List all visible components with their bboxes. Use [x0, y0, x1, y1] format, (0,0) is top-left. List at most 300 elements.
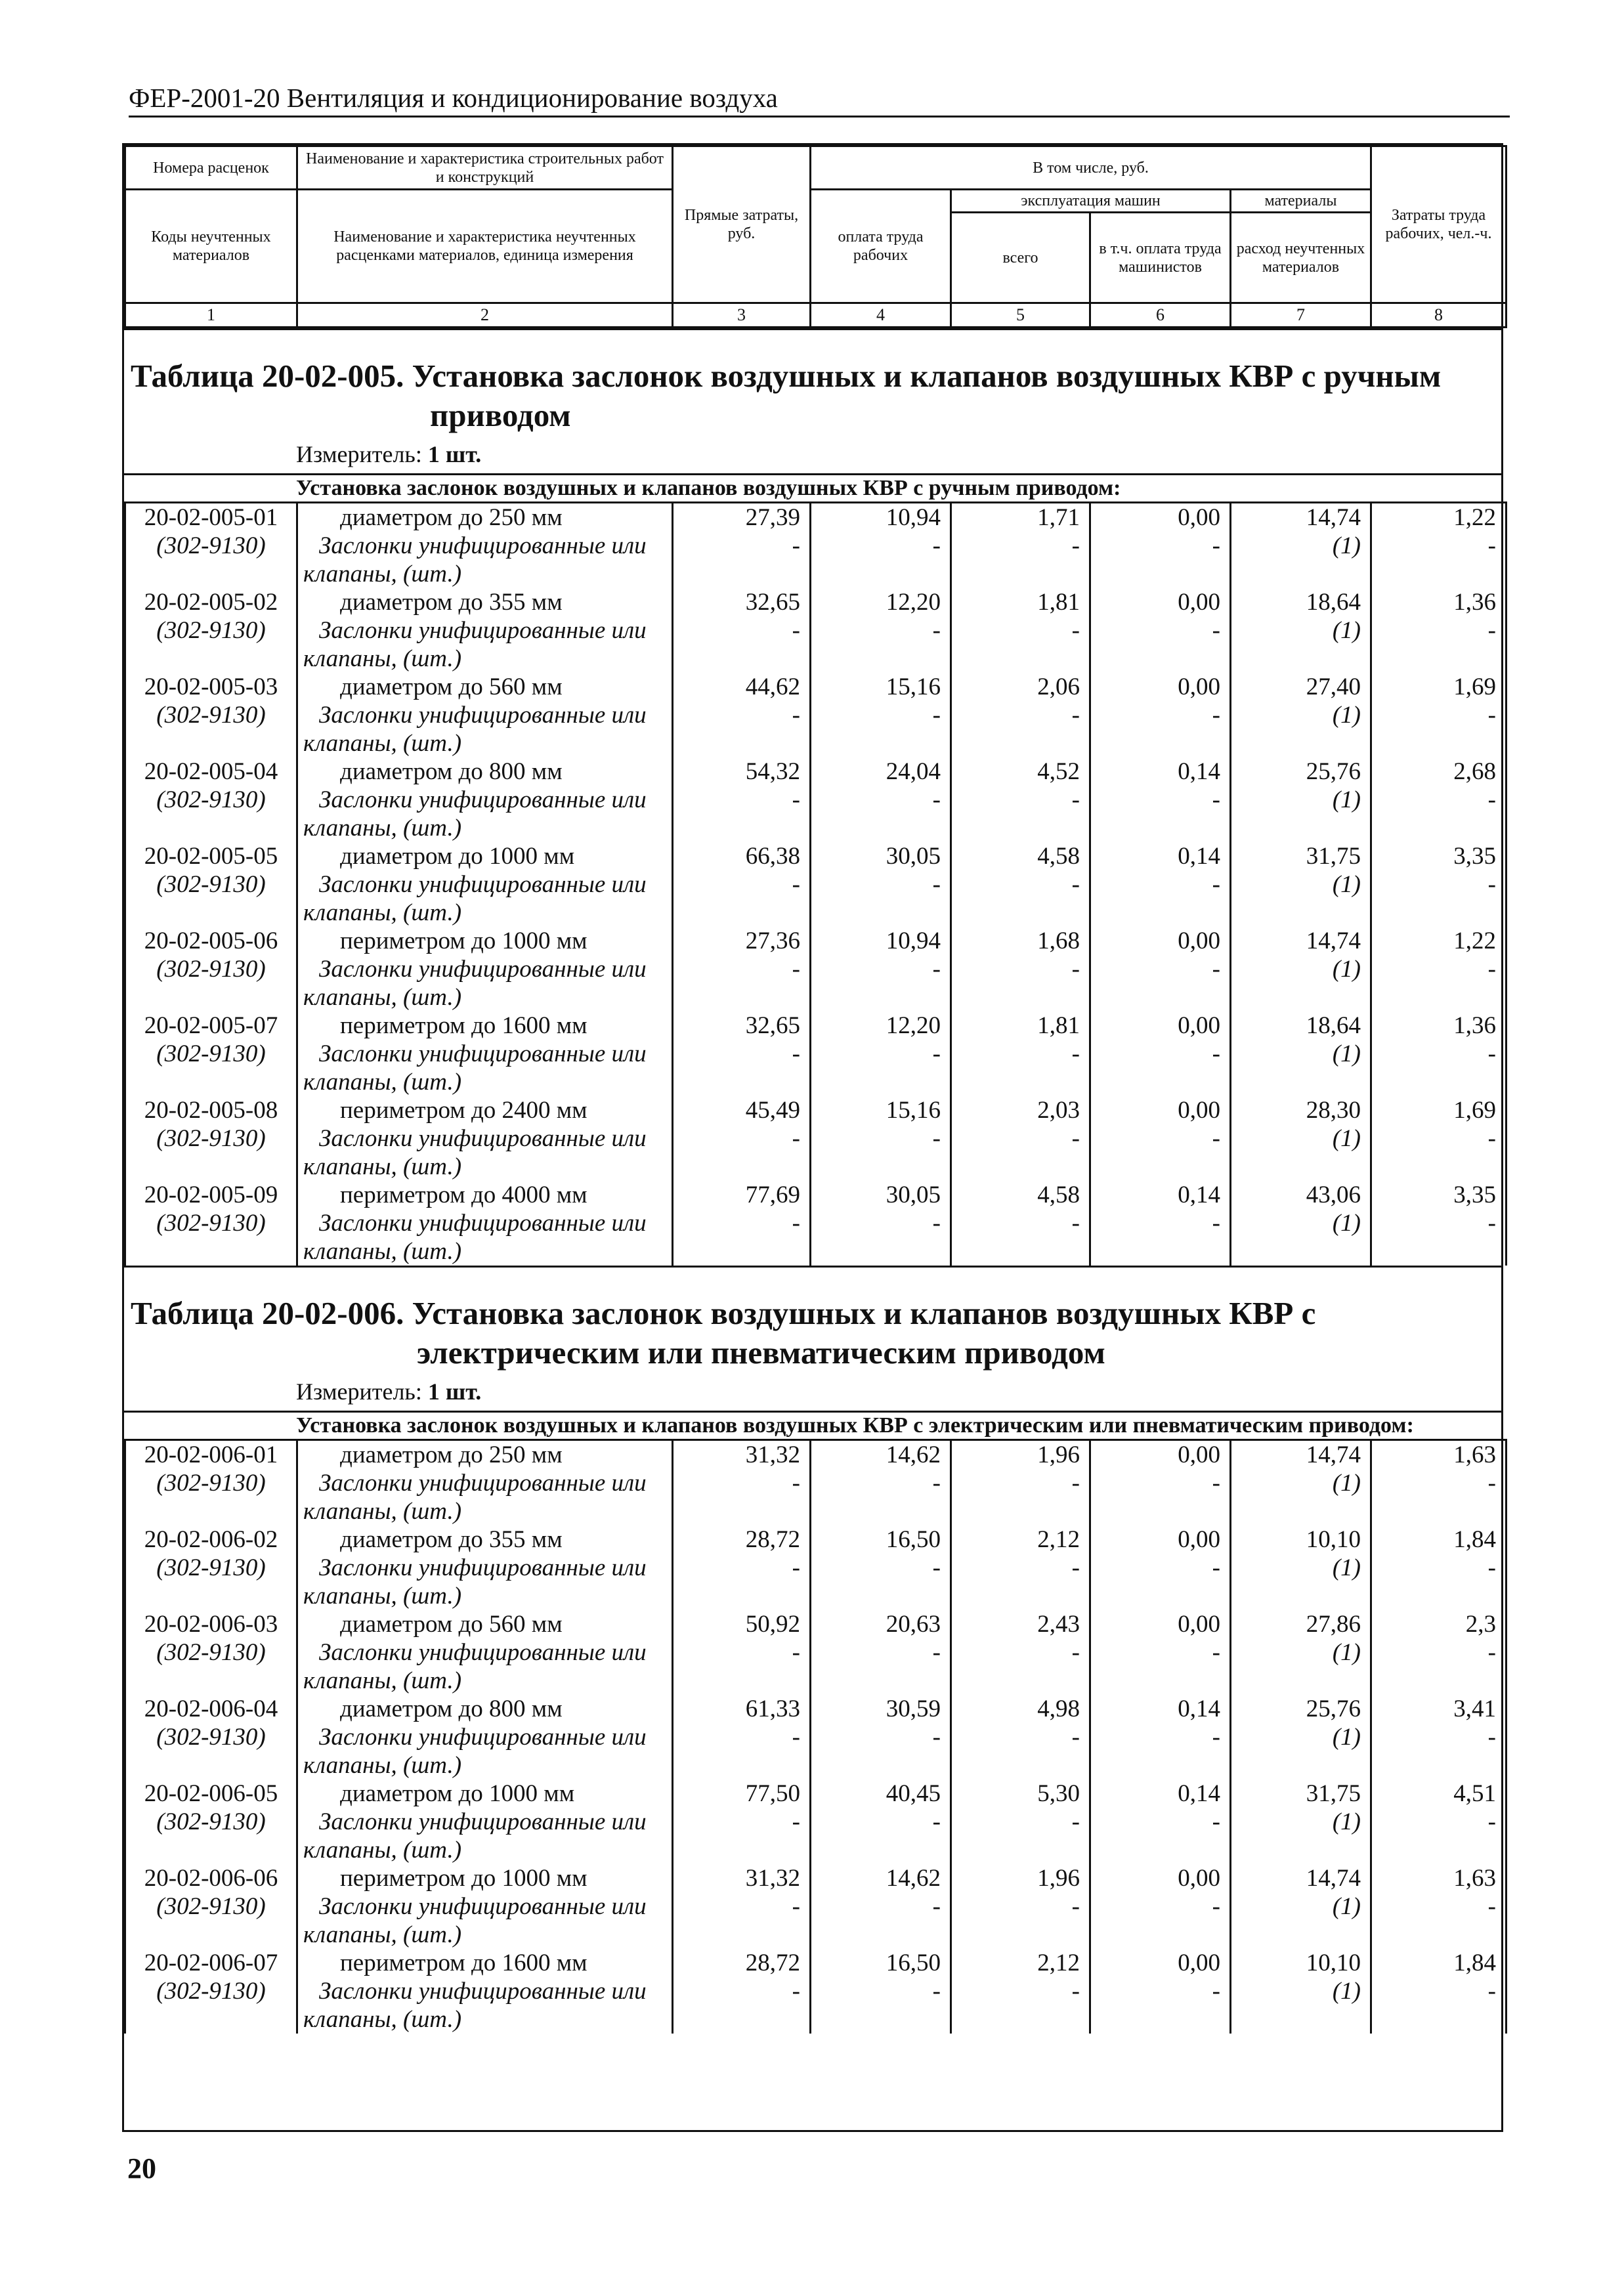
materials-cost: 28,30	[1306, 1097, 1361, 1124]
material-unit: клапаны, (шт.)	[303, 1752, 462, 1779]
direct-costs-cell	[673, 1695, 811, 1780]
materials-cell	[1231, 842, 1371, 927]
material-unit: клапаны, (шт.)	[303, 2006, 462, 2033]
materials-cost: 10,10	[1306, 1526, 1361, 1553]
dash: -	[1487, 702, 1496, 729]
dash: -	[1212, 1724, 1220, 1751]
labor-hours: 1,22	[1453, 504, 1496, 531]
rate-code: 20-02-006-02	[144, 1526, 278, 1553]
materials-cost: 18,64	[1306, 1012, 1361, 1039]
material-unit: клапаны, (шт.)	[303, 1921, 462, 1948]
work-name: диаметром до 250 мм	[340, 504, 563, 531]
machinists-pay: 0,14	[1178, 1182, 1220, 1208]
header-machines-total: всего	[951, 213, 1090, 303]
material-unit: клапаны, (шт.)	[303, 645, 462, 672]
machines-total: 2,12	[1037, 1950, 1080, 1976]
material-name: Заслонки унифицированные или	[319, 1125, 647, 1152]
labor-pay: 16,50	[886, 1526, 941, 1553]
dash: -	[792, 1125, 800, 1152]
labor-hours-cell	[1371, 588, 1506, 673]
labor-hours: 1,63	[1453, 1441, 1496, 1468]
labor-pay-cell	[811, 1610, 951, 1695]
dash: -	[1487, 956, 1496, 983]
material-code: (302-9130)	[156, 1554, 266, 1581]
dash: -	[1071, 617, 1080, 644]
labor-pay: 12,20	[886, 1012, 941, 1039]
rate-code: 20-02-005-03	[144, 673, 278, 700]
work-name: диаметром до 1000 мм	[340, 1780, 575, 1807]
work-name-cell	[297, 673, 673, 757]
dash: -	[792, 786, 800, 813]
direct-costs-cell	[673, 1012, 811, 1096]
machinists-pay-cell	[1090, 673, 1231, 757]
direct-costs-cell	[673, 842, 811, 927]
dash: -	[1487, 1808, 1496, 1835]
table-row	[125, 1695, 1506, 1780]
work-name-cell	[297, 757, 673, 842]
work-name: диаметром до 250 мм	[340, 1441, 563, 1468]
direct-costs-cell	[673, 1181, 811, 1266]
machinists-pay: 0,00	[1178, 1950, 1220, 1976]
labor-hours: 1,36	[1453, 589, 1496, 616]
labor-pay-cell	[811, 1949, 951, 2034]
material-unit: клапаны, (шт.)	[303, 984, 462, 1011]
dash: -	[1071, 1125, 1080, 1152]
labor-pay: 10,94	[886, 927, 941, 954]
material-unit: клапаны, (шт.)	[303, 815, 462, 842]
direct-costs-cell	[673, 927, 811, 1012]
column-number: 6	[1090, 303, 1231, 328]
table-row	[125, 1096, 1506, 1181]
machinists-pay-cell	[1090, 1610, 1231, 1695]
material-name: Заслонки унифицированные или	[319, 1978, 647, 2005]
table-title	[124, 1266, 1501, 1373]
dash: -	[1071, 702, 1080, 729]
material-name: Заслонки унифицированные или	[319, 1808, 647, 1835]
machinists-pay: 0,00	[1178, 1526, 1220, 1553]
work-name: периметром до 4000 мм	[340, 1182, 588, 1208]
material-code: (302-9130)	[156, 1978, 266, 2005]
materials-cell	[1231, 757, 1371, 842]
machines-total-cell	[951, 1096, 1090, 1181]
work-name-cell	[297, 1780, 673, 1864]
material-code: (302-9130)	[156, 1040, 266, 1067]
labor-pay: 40,45	[886, 1780, 941, 1807]
table-title	[124, 328, 1501, 435]
rate-tables	[124, 328, 1501, 2034]
machinists-pay-cell	[1090, 1525, 1231, 1610]
material-code: (302-9130)	[156, 1724, 266, 1751]
work-name: диаметром до 800 мм	[340, 758, 563, 785]
direct-costs: 32,65	[745, 589, 800, 616]
direct-costs-cell	[673, 757, 811, 842]
material-code: (302-9130)	[156, 956, 266, 983]
dash: -	[932, 1724, 941, 1751]
materials-cost: 10,10	[1306, 1950, 1361, 1976]
header-direct-costs: Прямые затраты, руб.	[673, 146, 811, 303]
machines-total: 1,96	[1037, 1441, 1080, 1468]
work-name-cell	[297, 927, 673, 1012]
work-name-cell	[297, 588, 673, 673]
materials-cost: 31,75	[1306, 843, 1361, 870]
dash: -	[932, 1040, 941, 1067]
material-code: (302-9130)	[156, 1210, 266, 1237]
dash: -	[1212, 1470, 1220, 1497]
labor-pay: 16,50	[886, 1950, 941, 1976]
rates-table	[124, 1439, 1507, 2034]
material-unit: клапаны, (шт.)	[303, 1837, 462, 1864]
work-name: диаметром до 355 мм	[340, 589, 563, 616]
rate-code: 20-02-005-05	[144, 843, 278, 870]
labor-hours: 2,68	[1453, 758, 1496, 785]
table-row	[125, 842, 1506, 927]
table-title-line-1: Таблица 20-02-006. Установка заслонок воздушных и клапанов воздушных КВР с	[131, 1295, 1316, 1331]
rates-table	[124, 501, 1507, 1266]
material-unit: клапаны, (шт.)	[303, 1069, 462, 1096]
direct-costs: 54,32	[745, 758, 800, 785]
machines-total: 1,96	[1037, 1865, 1080, 1892]
dash: -	[1212, 956, 1220, 983]
rate-code-cell	[125, 927, 297, 1012]
labor-pay: 24,04	[886, 758, 941, 785]
labor-pay-cell	[811, 842, 951, 927]
dash: -	[1212, 1554, 1220, 1581]
labor-hours-cell	[1371, 1012, 1506, 1096]
dash: -	[1212, 617, 1220, 644]
rate-code-cell	[125, 588, 297, 673]
header-machinists-pay: в т.ч. оплата труда машинистов	[1090, 213, 1231, 303]
labor-hours: 1,69	[1453, 1097, 1496, 1124]
materials-cost: 14,74	[1306, 927, 1361, 954]
labor-pay-cell	[811, 1096, 951, 1181]
labor-hours: 3,35	[1453, 843, 1496, 870]
material-quantity: (1)	[1332, 1554, 1361, 1581]
materials-cell	[1231, 1610, 1371, 1695]
machinists-pay: 0,00	[1178, 589, 1220, 616]
dash: -	[932, 1893, 941, 1920]
rate-code-cell	[125, 1864, 297, 1949]
labor-pay-cell	[811, 1525, 951, 1610]
table-row	[125, 1181, 1506, 1266]
rate-code: 20-02-006-04	[144, 1695, 278, 1722]
labor-hours-cell	[1371, 1864, 1506, 1949]
rate-code-cell	[125, 503, 297, 589]
dash: -	[1487, 1210, 1496, 1237]
material-name: Заслонки унифицированные или	[319, 871, 647, 898]
material-quantity: (1)	[1332, 956, 1361, 983]
material-quantity: (1)	[1332, 1978, 1361, 2005]
machines-total-cell	[951, 842, 1090, 927]
work-name: диаметром до 800 мм	[340, 1695, 563, 1722]
labor-hours-cell	[1371, 1610, 1506, 1695]
work-name-cell	[297, 1610, 673, 1695]
header-machine-operation: эксплуатация машин	[951, 190, 1231, 213]
rate-code: 20-02-006-01	[144, 1441, 278, 1468]
material-code: (302-9130)	[156, 1639, 266, 1666]
labor-hours-cell	[1371, 1525, 1506, 1610]
header-material-consumption: расход неучтенных материалов	[1231, 213, 1371, 303]
labor-pay: 15,16	[886, 673, 941, 700]
rate-code-cell	[125, 1096, 297, 1181]
machines-total-cell	[951, 1695, 1090, 1780]
direct-costs-cell	[673, 588, 811, 673]
dash: -	[1487, 1470, 1496, 1497]
machinists-pay: 0,00	[1178, 1865, 1220, 1892]
table-row	[125, 1012, 1506, 1096]
material-name: Заслонки унифицированные или	[319, 617, 647, 644]
machines-total-cell	[951, 1780, 1090, 1864]
material-quantity: (1)	[1332, 786, 1361, 813]
materials-cell	[1231, 1440, 1371, 1526]
machines-total: 1,81	[1037, 589, 1080, 616]
work-name-cell	[297, 1096, 673, 1181]
measure-value: 1 шт.	[427, 441, 482, 467]
rate-code: 20-02-005-02	[144, 589, 278, 616]
dash: -	[932, 1639, 941, 1666]
dash: -	[1487, 532, 1496, 559]
rate-code: 20-02-006-03	[144, 1611, 278, 1638]
dash: -	[932, 702, 941, 729]
work-name-cell	[297, 842, 673, 927]
work-name: диаметром до 1000 мм	[340, 843, 575, 870]
materials-cost: 18,64	[1306, 589, 1361, 616]
machines-total-cell	[951, 1610, 1090, 1695]
machines-total: 4,98	[1037, 1695, 1080, 1722]
material-name: Заслонки унифицированные или	[319, 1470, 647, 1497]
dash: -	[792, 1554, 800, 1581]
machinists-pay-cell	[1090, 1096, 1231, 1181]
rate-code: 20-02-005-04	[144, 758, 278, 785]
materials-cost: 25,76	[1306, 1695, 1361, 1722]
machinists-pay: 0,00	[1178, 927, 1220, 954]
labor-pay-cell	[811, 1695, 951, 1780]
labor-hours-cell	[1371, 1695, 1506, 1780]
material-code: (302-9130)	[156, 1125, 266, 1152]
work-name: диаметром до 560 мм	[340, 1611, 563, 1638]
table-row	[125, 503, 1506, 589]
machines-total: 2,12	[1037, 1526, 1080, 1553]
labor-pay-cell	[811, 1181, 951, 1266]
work-name-cell	[297, 1181, 673, 1266]
section-heading: Установка заслонок воздушных и клапанов воздушных КВР с ручным приводом:	[124, 473, 1501, 501]
machines-total-cell	[951, 673, 1090, 757]
header-labor-pay: оплата труда рабочих	[811, 190, 951, 303]
material-unit: клапаны, (шт.)	[303, 1153, 462, 1180]
materials-cell	[1231, 1864, 1371, 1949]
labor-hours-cell	[1371, 842, 1506, 927]
machines-total: 1,68	[1037, 927, 1080, 954]
rate-code: 20-02-005-08	[144, 1097, 278, 1124]
dash: -	[1212, 532, 1220, 559]
work-name-cell	[297, 1440, 673, 1526]
labor-hours: 1,63	[1453, 1865, 1496, 1892]
materials-cost: 14,74	[1306, 1865, 1361, 1892]
rate-code-cell	[125, 1525, 297, 1610]
dash: -	[932, 1210, 941, 1237]
material-name: Заслонки унифицированные или	[319, 786, 647, 813]
dash: -	[1212, 1040, 1220, 1067]
dash: -	[1071, 1978, 1080, 2005]
column-number: 2	[297, 303, 673, 328]
dash: -	[792, 1470, 800, 1497]
dash: -	[1487, 1040, 1496, 1067]
machines-total: 4,58	[1037, 843, 1080, 870]
machinists-pay: 0,14	[1178, 1780, 1220, 1807]
materials-cell	[1231, 1096, 1371, 1181]
machines-total-cell	[951, 588, 1090, 673]
dash: -	[932, 532, 941, 559]
machines-total: 4,58	[1037, 1182, 1080, 1208]
direct-costs-cell	[673, 1864, 811, 1949]
dash: -	[932, 871, 941, 898]
material-quantity: (1)	[1332, 1893, 1361, 1920]
machines-total: 5,30	[1037, 1780, 1080, 1807]
material-name: Заслонки унифицированные или	[319, 1724, 647, 1751]
table-row	[125, 757, 1506, 842]
materials-cell	[1231, 1525, 1371, 1610]
materials-cell	[1231, 1181, 1371, 1266]
dash: -	[1487, 1893, 1496, 1920]
machinists-pay: 0,14	[1178, 1695, 1220, 1722]
material-unit: клапаны, (шт.)	[303, 730, 462, 757]
column-number: 8	[1371, 303, 1506, 328]
materials-cost: 27,86	[1306, 1611, 1361, 1638]
labor-pay-cell	[811, 1012, 951, 1096]
table-row	[125, 1949, 1506, 2034]
materials-cell	[1231, 927, 1371, 1012]
machines-total: 2,43	[1037, 1611, 1080, 1638]
rate-code: 20-02-006-07	[144, 1950, 278, 1976]
material-name: Заслонки унифицированные или	[319, 532, 647, 559]
work-name: диаметром до 560 мм	[340, 673, 563, 700]
dash: -	[932, 617, 941, 644]
material-quantity: (1)	[1332, 1210, 1361, 1237]
dash: -	[1487, 1125, 1496, 1152]
column-number: 7	[1231, 303, 1371, 328]
machinists-pay-cell	[1090, 1949, 1231, 2034]
table-row	[125, 1440, 1506, 1526]
machines-total: 1,81	[1037, 1012, 1080, 1039]
material-unit: клапаны, (шт.)	[303, 899, 462, 926]
rate-code-cell	[125, 673, 297, 757]
material-name: Заслонки унифицированные или	[319, 1210, 647, 1237]
materials-cost: 43,06	[1306, 1182, 1361, 1208]
machinists-pay-cell	[1090, 842, 1231, 927]
machines-total-cell	[951, 1012, 1090, 1096]
dash: -	[1071, 786, 1080, 813]
materials-cost: 31,75	[1306, 1780, 1361, 1807]
material-unit: клапаны, (шт.)	[303, 561, 462, 587]
dash: -	[1487, 1554, 1496, 1581]
direct-costs-cell	[673, 1440, 811, 1526]
dash: -	[792, 1893, 800, 1920]
machinists-pay-cell	[1090, 1181, 1231, 1266]
machinists-pay: 0,00	[1178, 1012, 1220, 1039]
labor-pay-cell	[811, 503, 951, 589]
material-quantity: (1)	[1332, 532, 1361, 559]
dash: -	[1487, 617, 1496, 644]
table-row	[125, 927, 1506, 1012]
machines-total-cell	[951, 1181, 1090, 1266]
column-number: 5	[951, 303, 1090, 328]
labor-hours-cell	[1371, 673, 1506, 757]
measure-label: Измеритель:	[296, 1378, 422, 1405]
material-code: (302-9130)	[156, 1893, 266, 1920]
table-title-line-1: Таблица 20-02-005. Установка заслонок воздушных и клапанов воздушных КВР с ручным	[131, 358, 1442, 394]
labor-hours: 1,36	[1453, 1012, 1496, 1039]
material-quantity: (1)	[1332, 1808, 1361, 1835]
dash: -	[1212, 1978, 1220, 2005]
rate-code-cell	[125, 757, 297, 842]
rate-code-cell	[125, 1949, 297, 2034]
dash: -	[1071, 1639, 1080, 1666]
dash: -	[1071, 1808, 1080, 1835]
rate-code-cell	[125, 1780, 297, 1864]
rate-code: 20-02-006-05	[144, 1780, 278, 1807]
labor-pay: 30,05	[886, 1182, 941, 1208]
machinists-pay-cell	[1090, 1695, 1231, 1780]
direct-costs: 44,62	[745, 673, 800, 700]
direct-costs-cell	[673, 673, 811, 757]
rate-code: 20-02-005-01	[144, 504, 278, 531]
material-unit: клапаны, (шт.)	[303, 1238, 462, 1265]
material-name: Заслонки унифицированные или	[319, 956, 647, 983]
table-row	[125, 1864, 1506, 1949]
table-row	[125, 588, 1506, 673]
dash: -	[1071, 1724, 1080, 1751]
machines-total-cell	[951, 1864, 1090, 1949]
labor-hours: 1,22	[1453, 927, 1496, 954]
machinists-pay: 0,14	[1178, 758, 1220, 785]
machines-total: 4,52	[1037, 758, 1080, 785]
labor-pay-cell	[811, 588, 951, 673]
material-unit: клапаны, (шт.)	[303, 1667, 462, 1694]
material-quantity: (1)	[1332, 617, 1361, 644]
dash: -	[1212, 786, 1220, 813]
material-name: Заслонки унифицированные или	[319, 1639, 647, 1666]
material-unit: клапаны, (шт.)	[303, 1583, 462, 1609]
labor-pay-cell	[811, 1440, 951, 1526]
materials-cell	[1231, 1780, 1371, 1864]
work-name: периметром до 1600 мм	[340, 1950, 588, 1976]
machinists-pay: 0,00	[1178, 1097, 1220, 1124]
dash: -	[932, 1554, 941, 1581]
labor-hours-cell	[1371, 503, 1506, 589]
machines-total-cell	[951, 1525, 1090, 1610]
labor-hours: 1,69	[1453, 673, 1496, 700]
labor-hours-cell	[1371, 1780, 1506, 1864]
machines-total-cell	[951, 1949, 1090, 2034]
direct-costs: 50,92	[745, 1611, 800, 1638]
work-name-cell	[297, 1864, 673, 1949]
header-material-name: Наименование и характеристика неучтенных расценками материалов, единица измерения	[297, 190, 673, 303]
work-name-cell	[297, 1949, 673, 2034]
direct-costs: 27,36	[745, 927, 800, 954]
dash: -	[792, 956, 800, 983]
labor-pay: 14,62	[886, 1441, 941, 1468]
section-heading: Установка заслонок воздушных и клапанов воздушных КВР с электрическим или пневматическим приводом:	[124, 1411, 1501, 1439]
machinists-pay-cell	[1090, 927, 1231, 1012]
work-name: диаметром до 355 мм	[340, 1526, 563, 1553]
labor-hours: 3,35	[1453, 1182, 1496, 1208]
dash: -	[1071, 1893, 1080, 1920]
rate-code-cell	[125, 1012, 297, 1096]
dash: -	[1071, 871, 1080, 898]
measure-unit	[124, 1373, 1501, 1411]
header-labor-cost: Затраты труда рабочих, чел.-ч.	[1371, 146, 1506, 303]
table-title-line-2: приводом	[430, 397, 571, 433]
work-name: периметром до 2400 мм	[340, 1097, 588, 1124]
